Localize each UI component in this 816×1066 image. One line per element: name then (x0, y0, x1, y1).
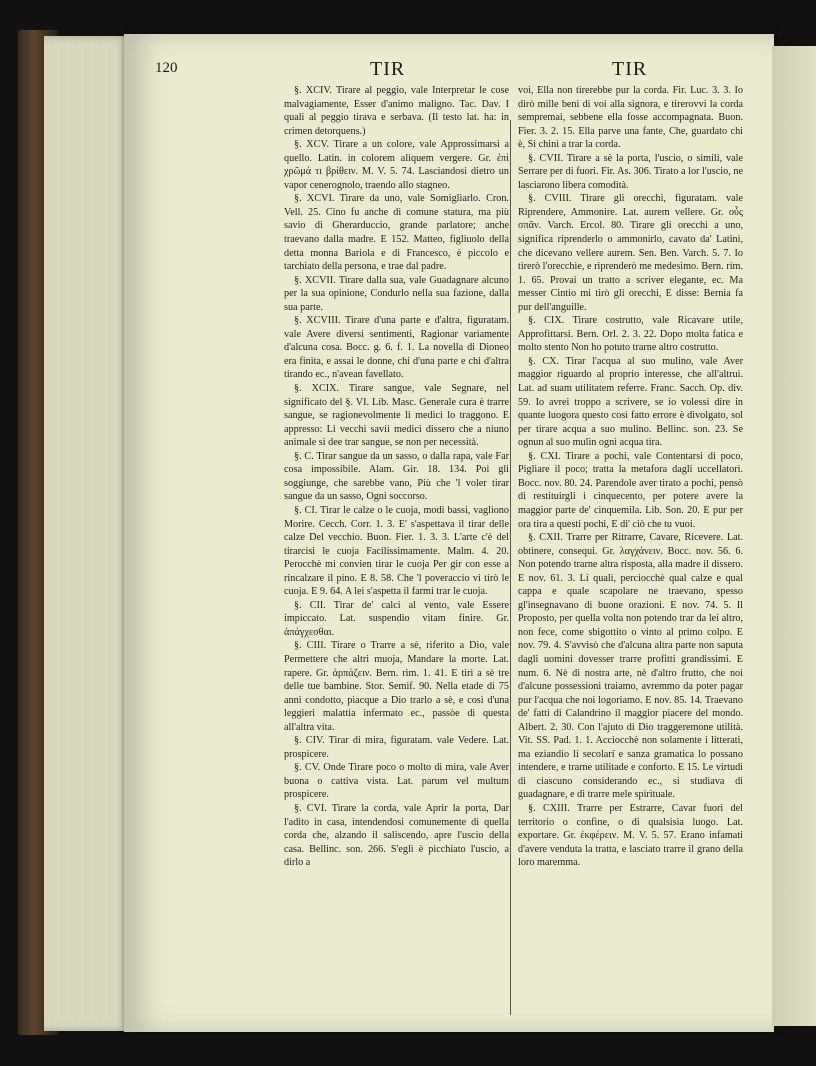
facing-page-edge (772, 46, 816, 1026)
running-header-right: TIR (612, 58, 648, 80)
page-number: 120 (155, 60, 178, 76)
page-edges (44, 36, 130, 1031)
entry-paragraph: §. CXII. Trarre per Ritrarre, Cavare, Ricevere. Lat. obtinere, consequi. Gr. λαγχάνειν. Bocc. nov. 56. 6. Non potendo trarne altra risposta, alla madre il dissero. E nov. 61. 3. Li quali, perciocchè qual calze e qual cappa e quale scapolare ne traevano, spesso gl'insegnavano di buone orazioni. E nov. 74. 5. Il Proposto, per quella volta non potendo trar da lei altro, non fece, come sbigottito o vinto al primo colpo. E nov. 79. 4. S'avvisò che d'alcuna altra parte non saputa dagli uomini dovesser trarre profitti grandissimi. E num. 6. Nè di nostra arte, nè d'altro frutto, che noi d'alcune possessioni traiamo, avremmo da poter pagar pur l'acqua che noi logoriamo. E nov. 85. 14. Traevano de' fatti di Calandrino il maggior piacere del mondo. Albert. 2. 30. Con l'ajuto di Dio traggeremone utilità. Vit. SS. Pad. 1. 1. Acciocchè non solamente i litterati, ma eziandio li secolari e sanza gramatica lo possano intendere, e trarne utilitade e conforto. E 15. Le virtudi di ciascuno considerando ec., si studiava di guadagnare, e di trarre mele spirituale. (518, 532, 743, 801)
entry-paragraph: §. C. Tirar sangue da un sasso, o dalla rapa, vale Far cosa impossibile. Alam. Gir. 18. 134. Poi gli soggiunge, che sarebbe vano, Più che 'l voler tirar sangue da un sasso, Ogni soccorso. (284, 450, 509, 503)
entry-paragraph: §. XCVIII. Tirare d'una parte e d'altra, figuratam. vale Avere diversi sentimenti, Ragionar variamente d'alcuna cosa. Bocc. g. 6. f. 1. La novella di Dioneo era finita, e assai le donne, chi d'una parte e chi d'altra tirando ec., n'avean favellato. (284, 315, 509, 381)
entry-paragraph: §. CIV. Tirar di mira, figuratam. vale Vedere. Lat. prospicere. (284, 735, 509, 760)
entry-paragraph: §. CII. Tirar de' calci al vento, vale Essere impiccato. Lat. suspendio vitam finire. Gr. ἀπάγχεσθαι. (284, 599, 509, 638)
entry-paragraph: §. XCV. Tirare a un colore, vale Approssimarsi a quello. Latin. in colorem aliquem vergere. Gr. ἐπὶ χρῶμά τι βρίθειν. M. V. 5. 74. Lasciandosi dietro un vapor cenerognolo, traendo allo stagneo. (284, 139, 509, 191)
entry-paragraph: §. CIII. Tirare o Trarre a sè, riferito a Dio, vale Permettere che altri muoja, Mandare la morte. Lat. rapere. Gr. ἁρπάζειν. Bern. rim. 1. 41. E tirì a sè tre delle tue bambine. Stor. Semif. 90. Nella etade di 75 anni condotto, piacque a Dio trarlo a sè, e così d'una leggieri malattia infermato ec., passòe di questa all'altra vita. (284, 640, 509, 733)
entry-paragraph: §. CXIII. Trarre per Estrarre, Cavar fuori del territorio o confine, o di qualsisia luogo. Lat. exportare. Gr. ἐκφέρειν. M. V. 5. 57. Erano infamati d'avere venduta la tratta, e lasciato trarre il grano della loro maremma. (518, 802, 743, 869)
entry-paragraph: §. XCVI. Tirare da uno, vale Somigliarlo. Cron. Vell. 25. Cino fu anche di comune statura, ma più savio di Gherarduccio, grande parlatore; anche traevano dalla madre. E 152. Matteo, figliuolo della detta monna Bariola e di Francesco, è piccolo e tarchiato della persona, e trae dal padre. (284, 193, 509, 273)
column-divider (510, 120, 511, 1015)
entry-paragraph: §. CX. Tirar l'acqua al suo mulino, vale Aver maggior riguardo al proprio interesse, che all'altrui. Lat. ad suam utilitatem referre. Franc. Sacch. Op. div. 59. Io avrei troppo a scrivere, se io volessi dire in quante luogora questo così fatto errore è divolgato, sol per tirare acqua a suo mulino. Bellinc. son. 23. Se ognun al suo mulin ogni acqua tira. (518, 355, 743, 449)
entry-paragraph: voi, Ella non tirerebbe pur la corda. Fir. Luc. 3. 3. Io dirò mille beni di voi alla signora, e tirerovvi la corda sempremai, sebbene ella fosse accompagnata. Buon. Fier. 3. 2. 15. Ella parve una fante, Che, guardato chi è, Si chinì a trar la corda. (518, 85, 743, 151)
entry-paragraph: §. CI. Tirar le calze o le cuoja, modi bassi, vagliono Morire. Cecch. Corr. 1. 3. E' s'aspettava il tirar delle calze Del vecchio. Buon. Fier. 1. 3. 3. L'arte c'è del tirarcisi le cuoja Facilissimamente. Malm. 4. 20. Perocchè mi convien tirar le cuoja Per gir con esse a rincalzare il pino. E 8. 58. Che 'l poveraccio vi tirò le cuoja. E 9. 64. A lei s'aspetta il farmi trar le cuoja. (284, 504, 509, 598)
entry-paragraph: §. CVII. Tirare a sè la porta, l'uscio, o simili, vale Serrare per di fuori. Fir. As. 306. Tirato a lor l'uscio, ne lasciarono libera comodità. (518, 152, 743, 191)
running-header-left: TIR (370, 58, 406, 80)
left-column (284, 84, 509, 870)
entry-paragraph: §. CVI. Tirare la corda, vale Aprir la porta, Dar l'adito in casa, intendendosi comunemente di quella corda che, alzando il saliscendo, apre l'uscio della casa. Bellinc. son. 266. S'egli è picchiato l'uscio, a dirlo a (284, 802, 509, 869)
right-column (518, 84, 743, 870)
entry-paragraph: §. XCVII. Tirare dalla sua, vale Guadagnare alcuno per la sua opinione, Condurlo nella sua fazione, dalla sua parte. (284, 274, 509, 313)
entry-paragraph: §. CXI. Tirare a pochi, vale Contentarsi di poco, Pigliare il poco; tratta la metafora dagli uccellatori. Bocc. nov. 80. 24. Parendole aver tirato a pochi, pensò di restituirgli i cinquecento, per potere avere la maggior parte de' cinquemila. Lib. Son. 20. E pur per ora tira a questi pochi, E di' ciò che tu vuoi. (518, 450, 743, 530)
entry-paragraph: §. XCIX. Tirare sangue, vale Segnare, nel significato del §. VI. Lib. Masc. Generale cura è trarre sangue, se ragionevolmente li medici lo traggono. E appresso: Li vecchi savii medici dissero che a niuno animale si dee trar sangue, se non per necessità. (284, 383, 509, 449)
entry-paragraph: §. CIX. Tirare costrutto, vale Ricavare utile, Approfittarsi. Bern. Orl. 2. 3. 22. Dopo molta fatica e molto stento Non ho potuto trarne altro costrutto. (518, 315, 743, 354)
entry-paragraph: §. CV. Onde Tirare poco o molto di mira, vale Aver buona o cattiva vista. Lat. parum vel multum prospicere. (284, 762, 509, 801)
entry-paragraph: §. CVIII. Tirare gli orecchi, figuratam. vale Riprendere, Ammonire. Lat. aurem vellere. Gr. οὖς σπᾶν. Varch. Ercol. 80. Tirare gli orecchi a uno, significa riprenderlo o ammonirlo, cavato da' Latini, che dicevano vellere aurem. Sen. Ben. Varch. 5. 7. Io tirerò l'orecchie, e riprenderò me medesimo. Bern. rim. 1. 65. Provai un tratto a scriver elegante, ec. Ma messer Cintio mi tirò gli orecchi, E disse: Bernia fa pur dell'anguille. (518, 193, 743, 313)
entry-paragraph: §. XCIV. Tirare al peggio, vale Interpretar le cose malvagiamente, Esser d'animo maligno. Tac. Dav. I quali al peggio tirava e serbava. (Il testo lat. ha: in crimen detorquens.) (284, 85, 509, 137)
